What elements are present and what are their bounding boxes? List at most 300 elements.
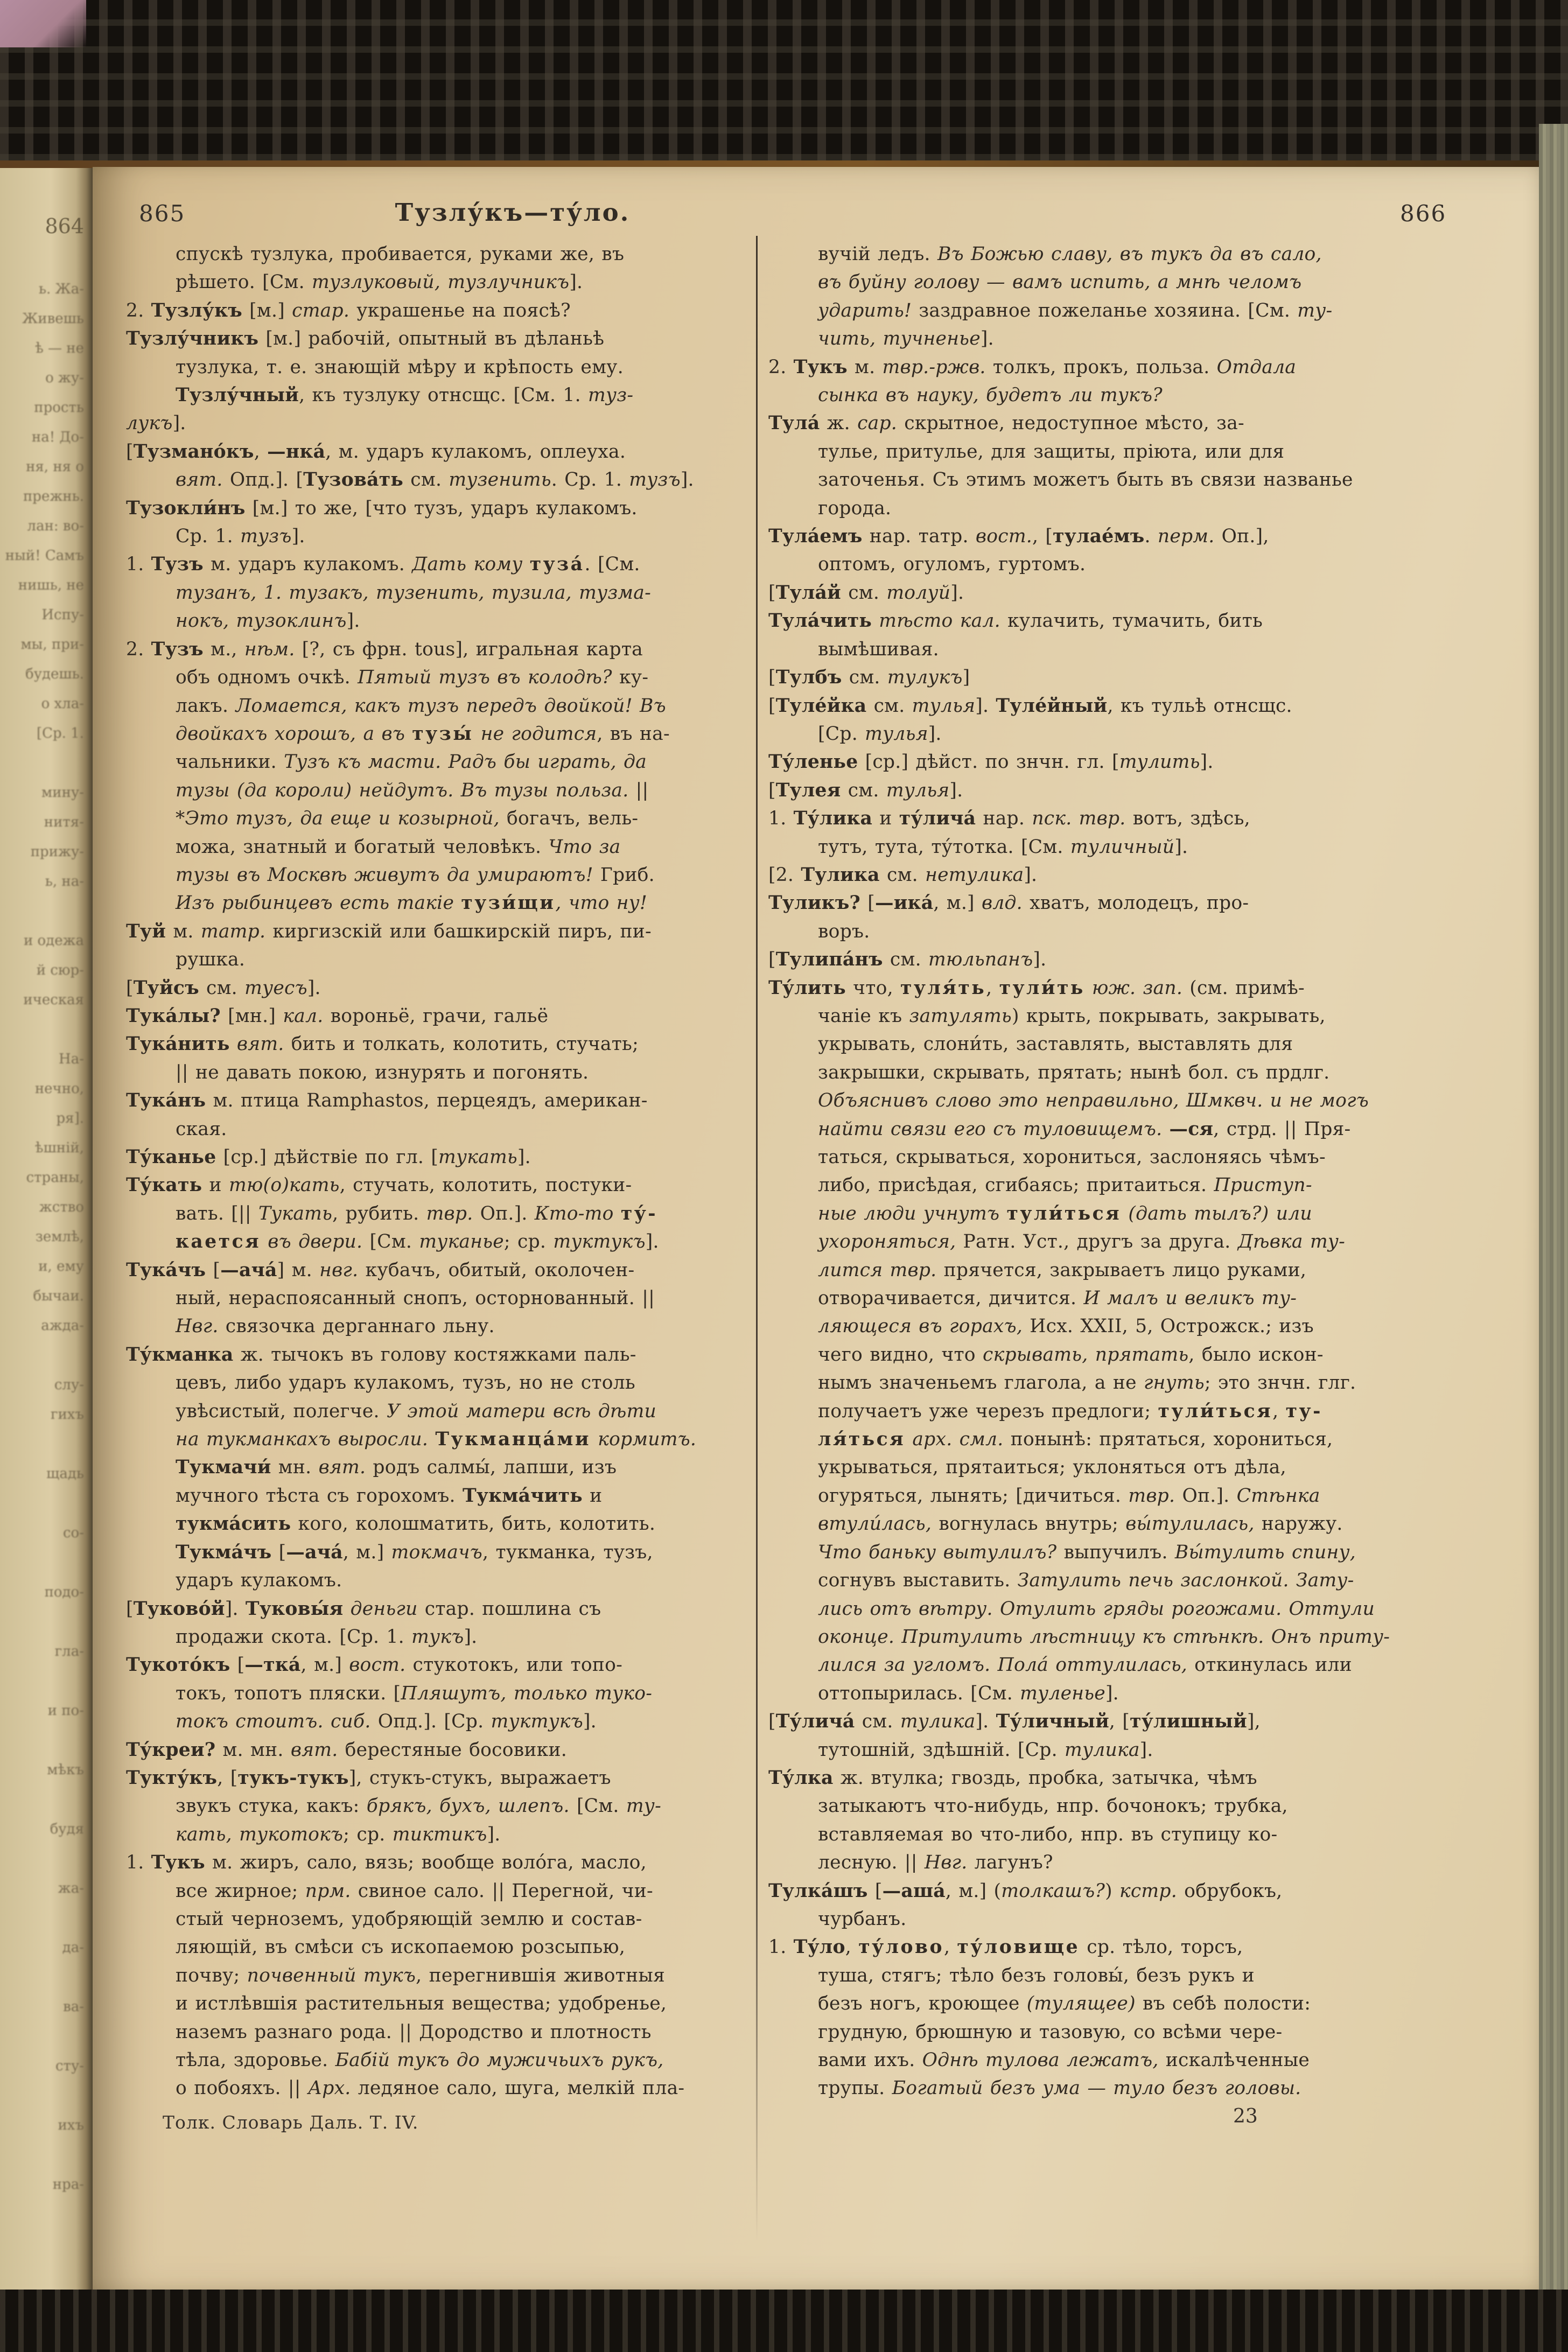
text-segment: чаніе къ <box>818 1005 909 1027</box>
previous-page-text-fragment: й сюр- <box>36 962 84 978</box>
text-segment: затыкаютъ что-нибудь, нпр. бочонокъ; трубка, <box>818 1795 1288 1817</box>
text-segment: перм. <box>1157 526 1215 548</box>
text-line <box>126 1425 761 1453</box>
previous-page-text-fragment: ный! Самъ <box>5 548 84 564</box>
text-segment: [ <box>768 667 776 689</box>
text-line <box>126 579 761 607</box>
text-segment: Арх. <box>307 2077 351 2099</box>
text-segment: ]. <box>487 1823 501 1845</box>
text-segment: Туликъ? <box>768 892 861 914</box>
text-segment: Опд.]. [Ср. <box>370 1711 491 1733</box>
text-segment: токъ, топотъ пляски. [ <box>176 1682 401 1704</box>
text-segment: , къ тузлуку отнсщс. [См. 1. <box>299 384 589 407</box>
text-segment: нар. <box>976 808 1032 830</box>
text-segment: [ <box>126 1598 134 1620</box>
text-segment: ]. <box>1033 949 1047 971</box>
text-segment: ]. <box>975 695 996 717</box>
text-line <box>768 409 1436 437</box>
text-line <box>768 804 1436 832</box>
text-line <box>126 804 761 832</box>
text-segment: Стѣнка <box>1236 1485 1320 1507</box>
text-segment: (см. примѣ- <box>1182 977 1305 999</box>
text-segment: вучій ледъ. <box>818 243 937 265</box>
text-line <box>126 325 761 353</box>
text-segment: тузы (да короли) нейдутъ. Въ тузы польза. <box>176 779 629 801</box>
text-line <box>768 1059 1436 1087</box>
text-segment: вами ихъ. <box>818 2049 922 2071</box>
text-segment: ) крыть, покрывать, закрывать, <box>1011 1005 1326 1027</box>
text-segment: , [ <box>1109 1711 1130 1733</box>
text-line <box>126 1905 761 1933</box>
text-segment: деньги <box>350 1598 418 1620</box>
text-line <box>768 1821 1436 1849</box>
previous-page-text-fragment: нишь, не <box>18 577 84 593</box>
previous-page-text-fragment: землѣ, <box>35 1229 84 1245</box>
text-segment: ля́ться <box>818 1429 906 1451</box>
text-segment: —ся <box>1169 1118 1214 1140</box>
text-segment: вотъ, здѣсь, <box>1125 808 1250 830</box>
text-segment: Ту́кманка <box>126 1343 234 1366</box>
text-line <box>768 1200 1436 1228</box>
text-segment: твр. <box>1128 1485 1175 1507</box>
previous-page-text-fragment: На- <box>59 1051 84 1067</box>
text-segment: о побояхъ. || <box>176 2077 308 2099</box>
text-segment: согнувъ выставить. <box>818 1570 1018 1592</box>
text-line <box>768 861 1436 889</box>
text-segment: [ <box>867 1880 883 1902</box>
text-segment: Ср. 1. <box>176 526 241 548</box>
text-segment: Тука́лы? <box>126 1005 221 1027</box>
text-segment: ударъ кулакомъ. <box>176 1570 342 1592</box>
text-segment: стар. пошлина съ <box>417 1598 601 1620</box>
text-line <box>126 1453 761 1481</box>
text-line <box>768 1143 1436 1171</box>
text-segment: , м.] <box>342 1541 391 1563</box>
previous-page-text-fragment: подо- <box>44 1584 84 1600</box>
text-line <box>126 1087 761 1115</box>
text-segment: бить и толкать, колотить, стучать; <box>284 1033 639 1055</box>
text-line <box>126 776 761 804</box>
text-line <box>126 720 761 748</box>
text-segment: ж. тычокъ въ голову костяжками паль- <box>233 1343 636 1366</box>
text-segment: тѣла, здоровье. <box>176 2049 335 2071</box>
text-segment: рушка. <box>176 949 246 971</box>
text-segment: ледяное сало, шуга, мелкій пла- <box>351 2077 685 2099</box>
text-segment: Туле́йка <box>775 695 867 717</box>
text-segment: 2. <box>768 356 794 378</box>
text-segment: ]. <box>1024 864 1038 886</box>
text-segment: Оп.], <box>1214 526 1269 548</box>
text-segment: 1. <box>768 1936 794 1958</box>
previous-page-text-fragment: и одежа <box>23 933 84 949</box>
text-segment: [ <box>230 1654 245 1676</box>
text-segment: кстр. <box>1119 1880 1177 1902</box>
previous-page-text-fragment: будешь. <box>25 666 84 682</box>
text-segment: лился за угломъ. Пола́ оттулилась, <box>818 1654 1187 1676</box>
text-segment: тулить <box>1119 751 1200 773</box>
text-segment: [ср.] дѣйствіе по гл. [ <box>216 1146 439 1168</box>
text-line <box>126 1369 761 1397</box>
text-line <box>768 1030 1436 1058</box>
page-number-left: 865 <box>139 200 186 227</box>
text-segment: богачъ, вель- <box>499 808 639 830</box>
text-segment: Тула́ <box>768 412 820 435</box>
text-segment: Кто-то <box>534 1202 621 1224</box>
text-segment: ]. <box>346 610 360 632</box>
text-segment: татр. <box>200 920 266 942</box>
text-segment: тутъ, тута, ту́тотка. [См. <box>818 836 1070 858</box>
text-segment: 1. <box>768 808 794 830</box>
text-segment: [См. <box>362 1231 419 1253</box>
text-segment: найти связи его съ туловищемъ. <box>818 1118 1163 1140</box>
text-line <box>768 1228 1436 1256</box>
text-segment: ]. <box>517 1146 531 1168</box>
text-segment: , м. ударъ кулакомъ, оплеуха. <box>325 440 626 463</box>
text-line <box>768 1736 1436 1764</box>
text-segment: Тузъ <box>151 638 204 660</box>
text-line <box>768 889 1436 917</box>
page-number-right: 866 <box>1400 200 1447 227</box>
text-line <box>768 1482 1436 1510</box>
text-line <box>768 918 1436 946</box>
previous-page-text-fragment: мы, при- <box>20 636 84 653</box>
text-segment: [ <box>768 779 776 801</box>
text-segment: Тукту́къ <box>126 1767 218 1789</box>
text-segment: Богатый безъ ума — туло безъ головы. <box>892 2077 1301 2099</box>
text-segment: Тула́емъ <box>768 526 863 548</box>
text-segment: сынка въ науку, будетъ ли тукъ? <box>818 384 1163 407</box>
text-segment: Тукъ <box>151 1852 205 1874</box>
text-segment: сиб. <box>330 1711 371 1733</box>
text-segment <box>1085 977 1092 999</box>
text-segment: Исх. XXII, 5, Острожск.; изъ <box>1023 1315 1314 1338</box>
text-segment: (дать тылъ?) или <box>1121 1202 1312 1224</box>
text-segment: —аша́ <box>882 1880 946 1902</box>
text-line <box>768 1369 1436 1397</box>
previous-page-text-fragment: гла- <box>54 1643 84 1660</box>
text-line <box>768 1651 1436 1679</box>
previous-page-text-fragment: ня, ня о <box>26 459 84 475</box>
text-segment: тулукъ <box>887 667 963 689</box>
text-segment: ляющеся въ горахъ, <box>818 1315 1023 1338</box>
previous-page-edge <box>0 168 93 2290</box>
text-segment: . <box>1144 526 1158 548</box>
previous-page-text-fragment: прижу- <box>30 844 84 860</box>
text-segment: ]. <box>307 977 321 999</box>
text-segment: Однѣ тулова лежатъ, <box>922 2049 1159 2071</box>
text-line <box>768 381 1436 409</box>
text-segment: сар. <box>857 412 898 435</box>
text-segment: тузы́ <box>412 723 474 745</box>
previous-page-text-fragment: прость <box>34 400 84 416</box>
text-segment: продажи скота. [Ср. 1. <box>176 1626 412 1648</box>
text-segment: [ <box>768 695 776 717</box>
text-segment: ]. <box>1105 1682 1119 1704</box>
text-line <box>768 353 1436 381</box>
text-line <box>768 720 1436 748</box>
text-line <box>126 1143 761 1171</box>
text-segment: Туй <box>126 920 166 942</box>
previous-page-text-fragment: ря]. <box>56 1110 84 1126</box>
text-segment: и <box>202 1174 229 1196</box>
text-segment: цевъ, либо ударъ кулакомъ, тузъ, но не столь <box>176 1372 635 1394</box>
text-segment: Тукманца́ми <box>435 1429 591 1451</box>
text-line <box>768 268 1436 296</box>
text-segment: толуй <box>886 582 951 604</box>
text-segment: Ломается, какъ тузъ передъ двойкой! Въ <box>235 695 666 717</box>
text-line <box>768 1792 1436 1820</box>
text-segment: 2. <box>126 638 151 660</box>
text-segment: 2. <box>126 299 151 321</box>
text-segment: тукъ <box>411 1626 464 1648</box>
text-segment: ж. <box>820 412 858 435</box>
text-segment: влд. <box>981 892 1023 914</box>
text-segment: арх. смл. <box>912 1429 1004 1451</box>
text-segment: Пляшутъ, только туко- <box>401 1682 653 1704</box>
text-segment: Тулка́шъ <box>768 1880 868 1902</box>
text-segment: тулика <box>1065 1739 1140 1761</box>
text-segment: грудную, брюшную и тазовую, со всѣми чере- <box>818 2021 1283 2043</box>
text-segment: Тукъ <box>793 356 848 378</box>
previous-page-text-fragment: жство <box>39 1199 84 1215</box>
text-line <box>768 1256 1436 1284</box>
text-segment: ]. <box>928 723 942 745</box>
text-segment <box>905 1429 912 1450</box>
text-segment: 1. <box>126 1852 151 1874</box>
text-line <box>126 692 761 720</box>
text-segment: гнуть <box>1144 1372 1205 1394</box>
text-segment: объ одномъ очкѣ. <box>176 667 358 689</box>
text-line <box>126 1877 761 1905</box>
text-line <box>126 268 761 296</box>
text-segment: , <box>943 1936 957 1958</box>
text-line <box>126 1962 761 1990</box>
text-line <box>126 889 761 917</box>
text-segment: Приступ- <box>1214 1174 1312 1196</box>
text-segment: Оп.]. <box>1175 1485 1237 1507</box>
text-segment: —тка́ <box>244 1654 301 1676</box>
text-segment: вать. [|| <box>176 1202 258 1224</box>
text-segment: , въ на- <box>597 723 670 745</box>
text-segment: заточенья. Съ этимъ можетъ быть въ связи названье <box>818 469 1353 491</box>
text-segment: м. ударъ кулакомъ. <box>203 554 412 576</box>
text-line <box>126 1538 761 1566</box>
text-segment: Ту́личный <box>996 1711 1109 1733</box>
text-segment: выпучилъ. <box>1056 1541 1175 1563</box>
text-segment: ; ср. <box>503 1231 554 1253</box>
text-segment: ударить! <box>818 299 912 321</box>
text-line <box>126 663 761 691</box>
text-line <box>126 2074 761 2102</box>
text-segment: Бабій тукъ до мужичьихъ рукъ, <box>335 2049 664 2071</box>
text-line <box>768 522 1436 550</box>
text-segment: на тукманкахъ выросли. <box>176 1429 436 1451</box>
text-segment: тузъ <box>240 526 292 548</box>
text-segment: * <box>176 808 185 830</box>
text-line <box>126 1821 761 1849</box>
text-line <box>768 550 1436 578</box>
text-segment: вят. <box>318 1457 366 1479</box>
text-line <box>126 1933 761 1961</box>
text-segment: Ту́лка <box>768 1767 834 1789</box>
text-segment: затулять <box>909 1005 1012 1027</box>
text-segment: почвенный тукъ <box>247 1964 416 1986</box>
text-segment: тю(о)кать <box>229 1174 340 1196</box>
text-segment: укрывать, слони́ть, заставлять, выставлять для <box>818 1033 1293 1055</box>
text-line <box>768 1990 1436 2018</box>
text-line <box>126 1566 761 1594</box>
text-segment: Тузлу́чный <box>176 384 299 407</box>
text-segment: [ср.] дѣйст. по знчн. гл. [ <box>858 751 1119 773</box>
text-segment: , что ну! <box>555 892 648 914</box>
text-segment: Ту́лить <box>768 977 846 999</box>
text-segment: берестяные босовики. <box>338 1739 567 1761</box>
previous-page-text-fragment: нечно, <box>34 1081 84 1097</box>
text-segment: твр. <box>890 1259 937 1281</box>
text-segment: спускѣ тузлука, пробивается, руками же, въ <box>176 243 625 265</box>
text-segment: [ <box>768 949 776 971</box>
text-segment: стукотокъ, или топо- <box>405 1654 623 1676</box>
text-segment: чурбанъ. <box>818 1908 907 1930</box>
text-line <box>768 1849 1436 1877</box>
text-line <box>126 1764 761 1792</box>
text-segment: ]. <box>1200 751 1214 773</box>
text-segment: тулья <box>912 695 976 717</box>
text-line <box>126 1002 761 1030</box>
text-line <box>126 297 761 325</box>
text-segment: || <box>628 779 649 801</box>
text-segment: Это тузъ, да еще и козырной, <box>185 808 500 830</box>
text-segment: кормитъ. <box>590 1429 697 1451</box>
text-line <box>126 861 761 889</box>
text-segment: , стучать, колотить, постуки- <box>339 1174 632 1196</box>
text-segment: города. <box>818 497 892 519</box>
text-line <box>126 833 761 861</box>
text-segment: туша, стягъ; тѣло безъ головы́, безъ рукъ и <box>818 1964 1255 1986</box>
text-segment: наземъ разнаго рода. || Дородство и плотность <box>176 2021 652 2043</box>
text-line <box>768 1679 1436 1707</box>
text-segment: Что за <box>548 836 621 858</box>
text-segment: Тукото́къ <box>126 1654 230 1676</box>
text-segment: [ <box>860 892 875 914</box>
text-segment: м. мн. <box>215 1739 291 1761</box>
text-segment: мн. <box>271 1457 319 1479</box>
text-segment: Туковы́я <box>245 1598 344 1620</box>
text-line <box>126 1651 761 1679</box>
text-segment: Объяснивъ слово это неправильно, Шмквч. и не могъ <box>818 1090 1369 1112</box>
text-segment: прм. <box>305 1880 351 1902</box>
text-segment: м. жиръ, сало, вязь; вообще воло́га, масло, <box>205 1852 647 1874</box>
text-segment: родъ салмы́, лапши, изъ <box>366 1457 617 1479</box>
text-segment: Изъ рыбинцевъ есть такіе <box>176 892 461 914</box>
text-segment: и <box>872 808 899 830</box>
previous-page-text-fragment: ва- <box>63 1999 84 2015</box>
text-segment: ж. втулка; гвоздь, пробка, затычка, чѣмъ <box>833 1767 1257 1789</box>
text-segment: , [ <box>1032 526 1053 548</box>
text-segment: свиное сало. || Перегной, чи- <box>351 1880 653 1902</box>
text-segment: Опд.]. [ <box>222 469 304 491</box>
text-segment: токъ стоитъ. <box>176 1711 324 1733</box>
text-segment: тули́ть <box>999 977 1085 999</box>
text-segment: украшенье на поясѣ? <box>349 299 571 321</box>
text-segment: тузы въ Москвѣ живутъ да умираютъ! <box>176 864 593 886</box>
text-segment: Тула́й <box>775 582 841 604</box>
text-segment: ту́ловище <box>957 1936 1080 1958</box>
text-segment: стар. <box>292 299 350 321</box>
text-segment: въ двери. <box>261 1231 363 1253</box>
text-line <box>126 1115 761 1143</box>
text-segment: трупы. <box>818 2077 892 2099</box>
text-segment: , стрд. || Пря- <box>1213 1118 1351 1140</box>
text-segment: Тузъ къ масти. Радъ бы играть, да <box>284 751 647 773</box>
text-line <box>126 240 761 268</box>
text-segment: см. <box>841 582 887 604</box>
text-segment: чить, тучненье <box>818 328 981 350</box>
text-segment: ]. <box>680 469 694 491</box>
text-segment: кается <box>176 1231 261 1253</box>
text-segment: ту́лово <box>858 1936 944 1958</box>
text-line <box>126 918 761 946</box>
text-column-left <box>126 240 761 2103</box>
text-segment: вогнулась внутрь; <box>932 1513 1126 1535</box>
cover-corner-patch <box>0 0 86 47</box>
text-segment: воръ. <box>818 920 870 942</box>
text-segment: тузлука, т. е. знающій мѣру и крѣпость ему. <box>176 356 624 378</box>
text-segment: Затулить печь заслонкой. Зату- <box>1017 1570 1354 1592</box>
text-segment: ту́лишный <box>1130 1711 1247 1733</box>
text-line <box>126 1623 761 1651</box>
text-segment: можа, знатный и богатый человѣкъ. <box>176 836 549 858</box>
text-segment: ту́лича́ <box>899 808 976 830</box>
previous-page-text-fragment: да- <box>62 1940 84 1956</box>
text-segment: ], <box>1247 1711 1261 1733</box>
text-line <box>768 1397 1436 1425</box>
text-line <box>768 946 1436 974</box>
text-line <box>768 1566 1436 1594</box>
text-segment: откинулась или <box>1187 1654 1352 1676</box>
text-segment: прячется, закрываетъ лицо руками, <box>936 1259 1307 1281</box>
text-segment: ], стукъ-стукъ, выражаетъ <box>348 1767 611 1789</box>
text-line <box>126 2018 761 2046</box>
text-segment <box>230 1033 237 1055</box>
text-segment: [2. <box>768 864 801 886</box>
text-segment: [?, съ фрн. tous], игральная карта <box>295 638 643 660</box>
text-segment: ]. <box>1139 1739 1153 1761</box>
text-segment: искалѣченные <box>1158 2049 1310 2071</box>
text-segment: Тукать <box>258 1202 333 1224</box>
text-segment: твр.-ржв. <box>882 356 986 378</box>
text-line <box>768 833 1436 861</box>
text-line <box>768 1764 1436 1792</box>
book-cover-top <box>0 0 1568 160</box>
text-segment: безъ ногъ, кроющее <box>818 1993 1027 2015</box>
text-segment: тули́ться <box>1006 1202 1122 1224</box>
text-segment: кал. <box>283 1005 324 1027</box>
text-line <box>768 1877 1436 1905</box>
text-segment: Нвг. <box>924 1852 968 1874</box>
text-segment: тукма́сить <box>176 1513 291 1535</box>
text-segment: Туле́йный <box>996 695 1108 717</box>
text-line <box>126 974 761 1002</box>
text-segment: Ту́лика <box>793 808 873 830</box>
text-segment: , <box>845 1936 859 1958</box>
text-segment: || не давать покою, изнурять и погонять. <box>176 1061 589 1083</box>
text-segment: —ача́ <box>220 1259 277 1281</box>
text-line <box>126 1256 761 1284</box>
text-segment: оконце. Притулить лѣстницу къ стѣнкѣ. Онъ приту- <box>818 1626 1390 1648</box>
text-segment <box>343 1598 350 1620</box>
text-segment: вят. <box>176 469 223 491</box>
